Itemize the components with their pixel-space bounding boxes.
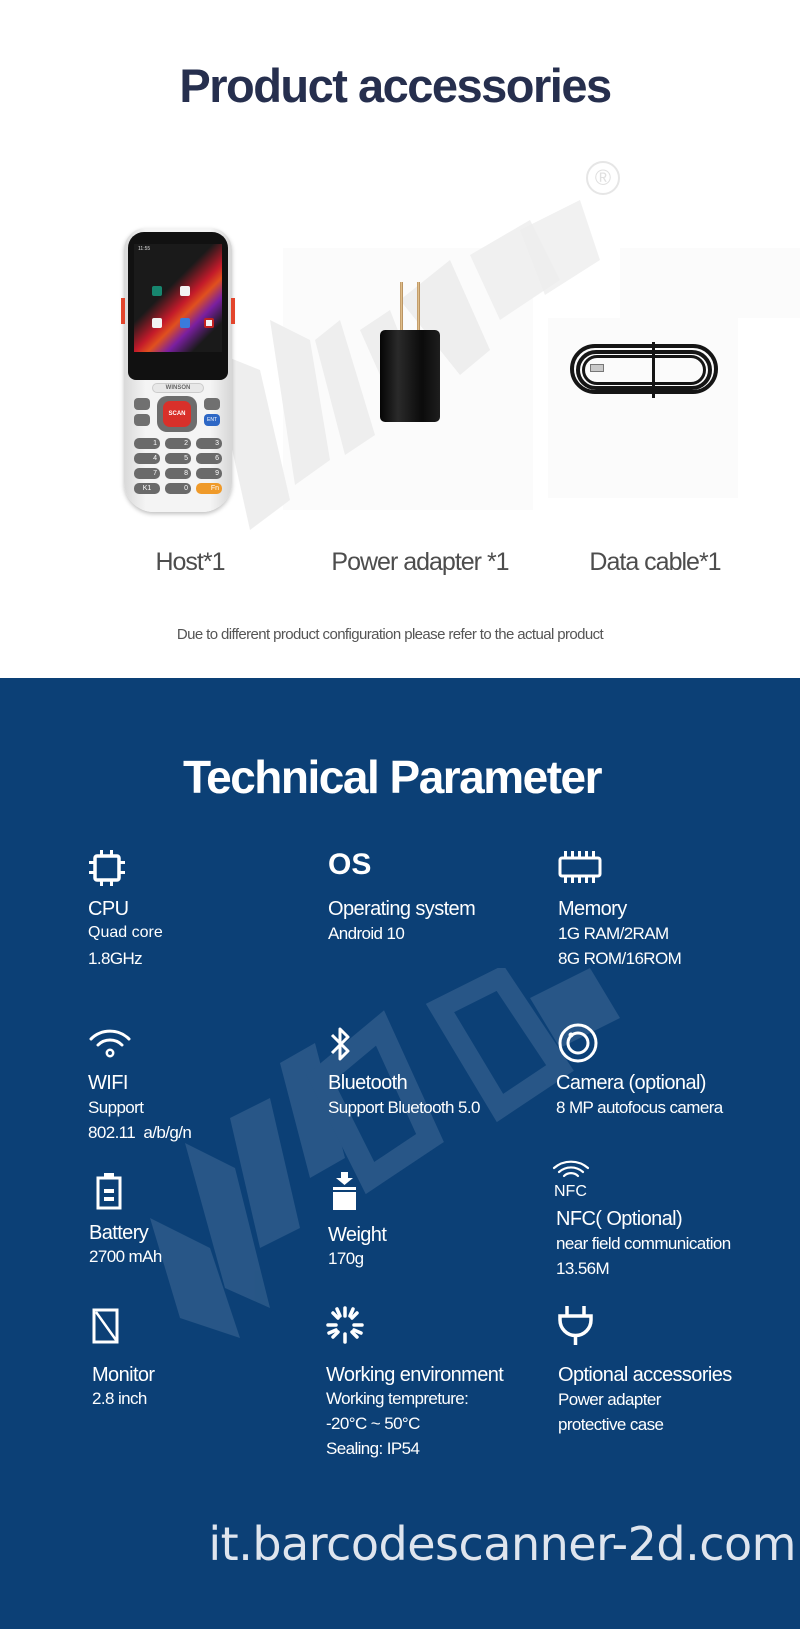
side-scan-button: [121, 298, 125, 324]
technical-title: Technical Parameter: [182, 751, 602, 803]
product-accessories-section: [0, 0, 800, 678]
keypad: [134, 438, 222, 494]
phone-app-icon: [152, 318, 162, 328]
nfc-icon-text: NFC: [554, 1183, 587, 1198]
keypad-key: 1: [134, 438, 160, 449]
param-value: Sealing: IP54: [326, 1439, 420, 1458]
enter-key: ENT: [204, 414, 220, 426]
accessory-label-host: Host*1: [155, 548, 225, 576]
param-value: 170g: [328, 1249, 364, 1268]
accessories-title: Product accessories: [179, 59, 611, 112]
battery-icon: [96, 1172, 122, 1210]
adapter-prong: [417, 282, 420, 332]
weight-icon: [332, 1172, 358, 1212]
param-name: Weight: [328, 1224, 387, 1246]
plug-icon: [558, 1304, 594, 1346]
device-screen-frame: [128, 232, 228, 380]
section-edge: [784, 678, 800, 1629]
device-brand-plate: WINSON: [152, 383, 204, 393]
param-value: Support: [88, 1098, 144, 1117]
param-name: Optional accessories: [558, 1364, 732, 1386]
device-status-time: 11:55: [138, 246, 151, 252]
registered-trademark-mark: ®: [586, 161, 620, 195]
keypad-key: 6: [196, 453, 222, 464]
keypad-key: 0: [165, 483, 191, 494]
param-value: Working tempreture:: [326, 1389, 469, 1408]
param-value: 1G RAM/2RAM: [558, 924, 669, 943]
adapter-prong: [400, 282, 403, 332]
maps-app-icon: [180, 318, 190, 328]
product-panel-background: [620, 248, 800, 318]
param-name: WIFI: [88, 1072, 128, 1094]
keypad-key: K1: [134, 483, 160, 494]
param-value: near field communication: [556, 1234, 731, 1253]
back-key: [134, 398, 150, 410]
param-name: Monitor: [92, 1364, 155, 1386]
keypad-key: 8: [165, 468, 191, 479]
device-screen: [134, 244, 222, 352]
param-value: protective case: [558, 1415, 664, 1434]
param-name: Battery: [89, 1222, 149, 1244]
camera-lens-icon: [556, 1022, 600, 1064]
memory-chip-icon: [558, 850, 602, 884]
usb-plug: [590, 364, 604, 372]
param-value: 8 MP autofocus camera: [556, 1098, 723, 1117]
param-value: Android 10: [328, 924, 405, 943]
keypad-fn-key: Fn: [196, 483, 222, 494]
param-name: Working environment: [326, 1364, 504, 1386]
scanner-app-icon: [180, 286, 190, 296]
param-value: 2700 mAh: [89, 1247, 162, 1266]
cpu-chip-icon: [88, 850, 126, 886]
param-value: Quad core: [88, 924, 163, 941]
accessory-label-power-adapter: Power adapter *1: [331, 548, 509, 576]
param-name: CPU: [88, 898, 129, 920]
handheld-scanner-image: [124, 228, 232, 512]
side-scan-button: [231, 298, 235, 324]
param-value: 2.8 inch: [92, 1389, 147, 1408]
configuration-note: Due to different product configuration please refer to the actual product: [176, 626, 604, 643]
param-value: -20°C ~ 50°C: [326, 1414, 420, 1433]
param-name: NFC( Optional): [556, 1208, 683, 1230]
param-value: Power adapter: [558, 1390, 661, 1409]
cancel-key: [204, 398, 220, 410]
scan-key: SCAN: [163, 401, 191, 427]
keypad-key: 7: [134, 468, 160, 479]
param-name: Memory: [558, 898, 627, 920]
m-app-icon: [204, 318, 214, 328]
wifi-icon: [88, 1028, 132, 1058]
keypad-key: 4: [134, 453, 160, 464]
param-value: 802.11 a/b/g/n: [88, 1123, 192, 1142]
monitor-screen-icon: [92, 1308, 120, 1344]
nfc-icon: [552, 1160, 592, 1198]
technical-parameter-section: [0, 678, 784, 1629]
param-value: Support Bluetooth 5.0: [328, 1098, 480, 1117]
param-value: 8G ROM/16ROM: [558, 949, 682, 968]
keypad-key: 5: [165, 453, 191, 464]
param-name: Camera (optional): [556, 1072, 706, 1094]
param-value: 1.8GHz: [88, 949, 143, 968]
sun-environment-icon: [326, 1306, 364, 1344]
os-text-icon: OS: [328, 848, 372, 881]
accessory-label-data-cable: Data cable*1: [589, 548, 721, 576]
keypad-key: 3: [196, 438, 222, 449]
data-cable-image: [570, 342, 718, 396]
keypad-key: 9: [196, 468, 222, 479]
param-value: 13.56M: [556, 1259, 610, 1278]
bluetooth-icon: [328, 1024, 354, 1064]
power-adapter-image: [380, 330, 440, 422]
cable-tie: [652, 342, 655, 398]
adapter-body: [380, 330, 440, 422]
settings-app-icon: [152, 286, 162, 296]
home-key: [134, 414, 150, 426]
website-url-watermark: it.barcodescanner-2d.com: [208, 1517, 796, 1571]
param-name: Operating system: [328, 898, 476, 920]
scan-key-ring: [157, 396, 197, 432]
keypad-key: 2: [165, 438, 191, 449]
param-name: Bluetooth: [328, 1072, 408, 1094]
